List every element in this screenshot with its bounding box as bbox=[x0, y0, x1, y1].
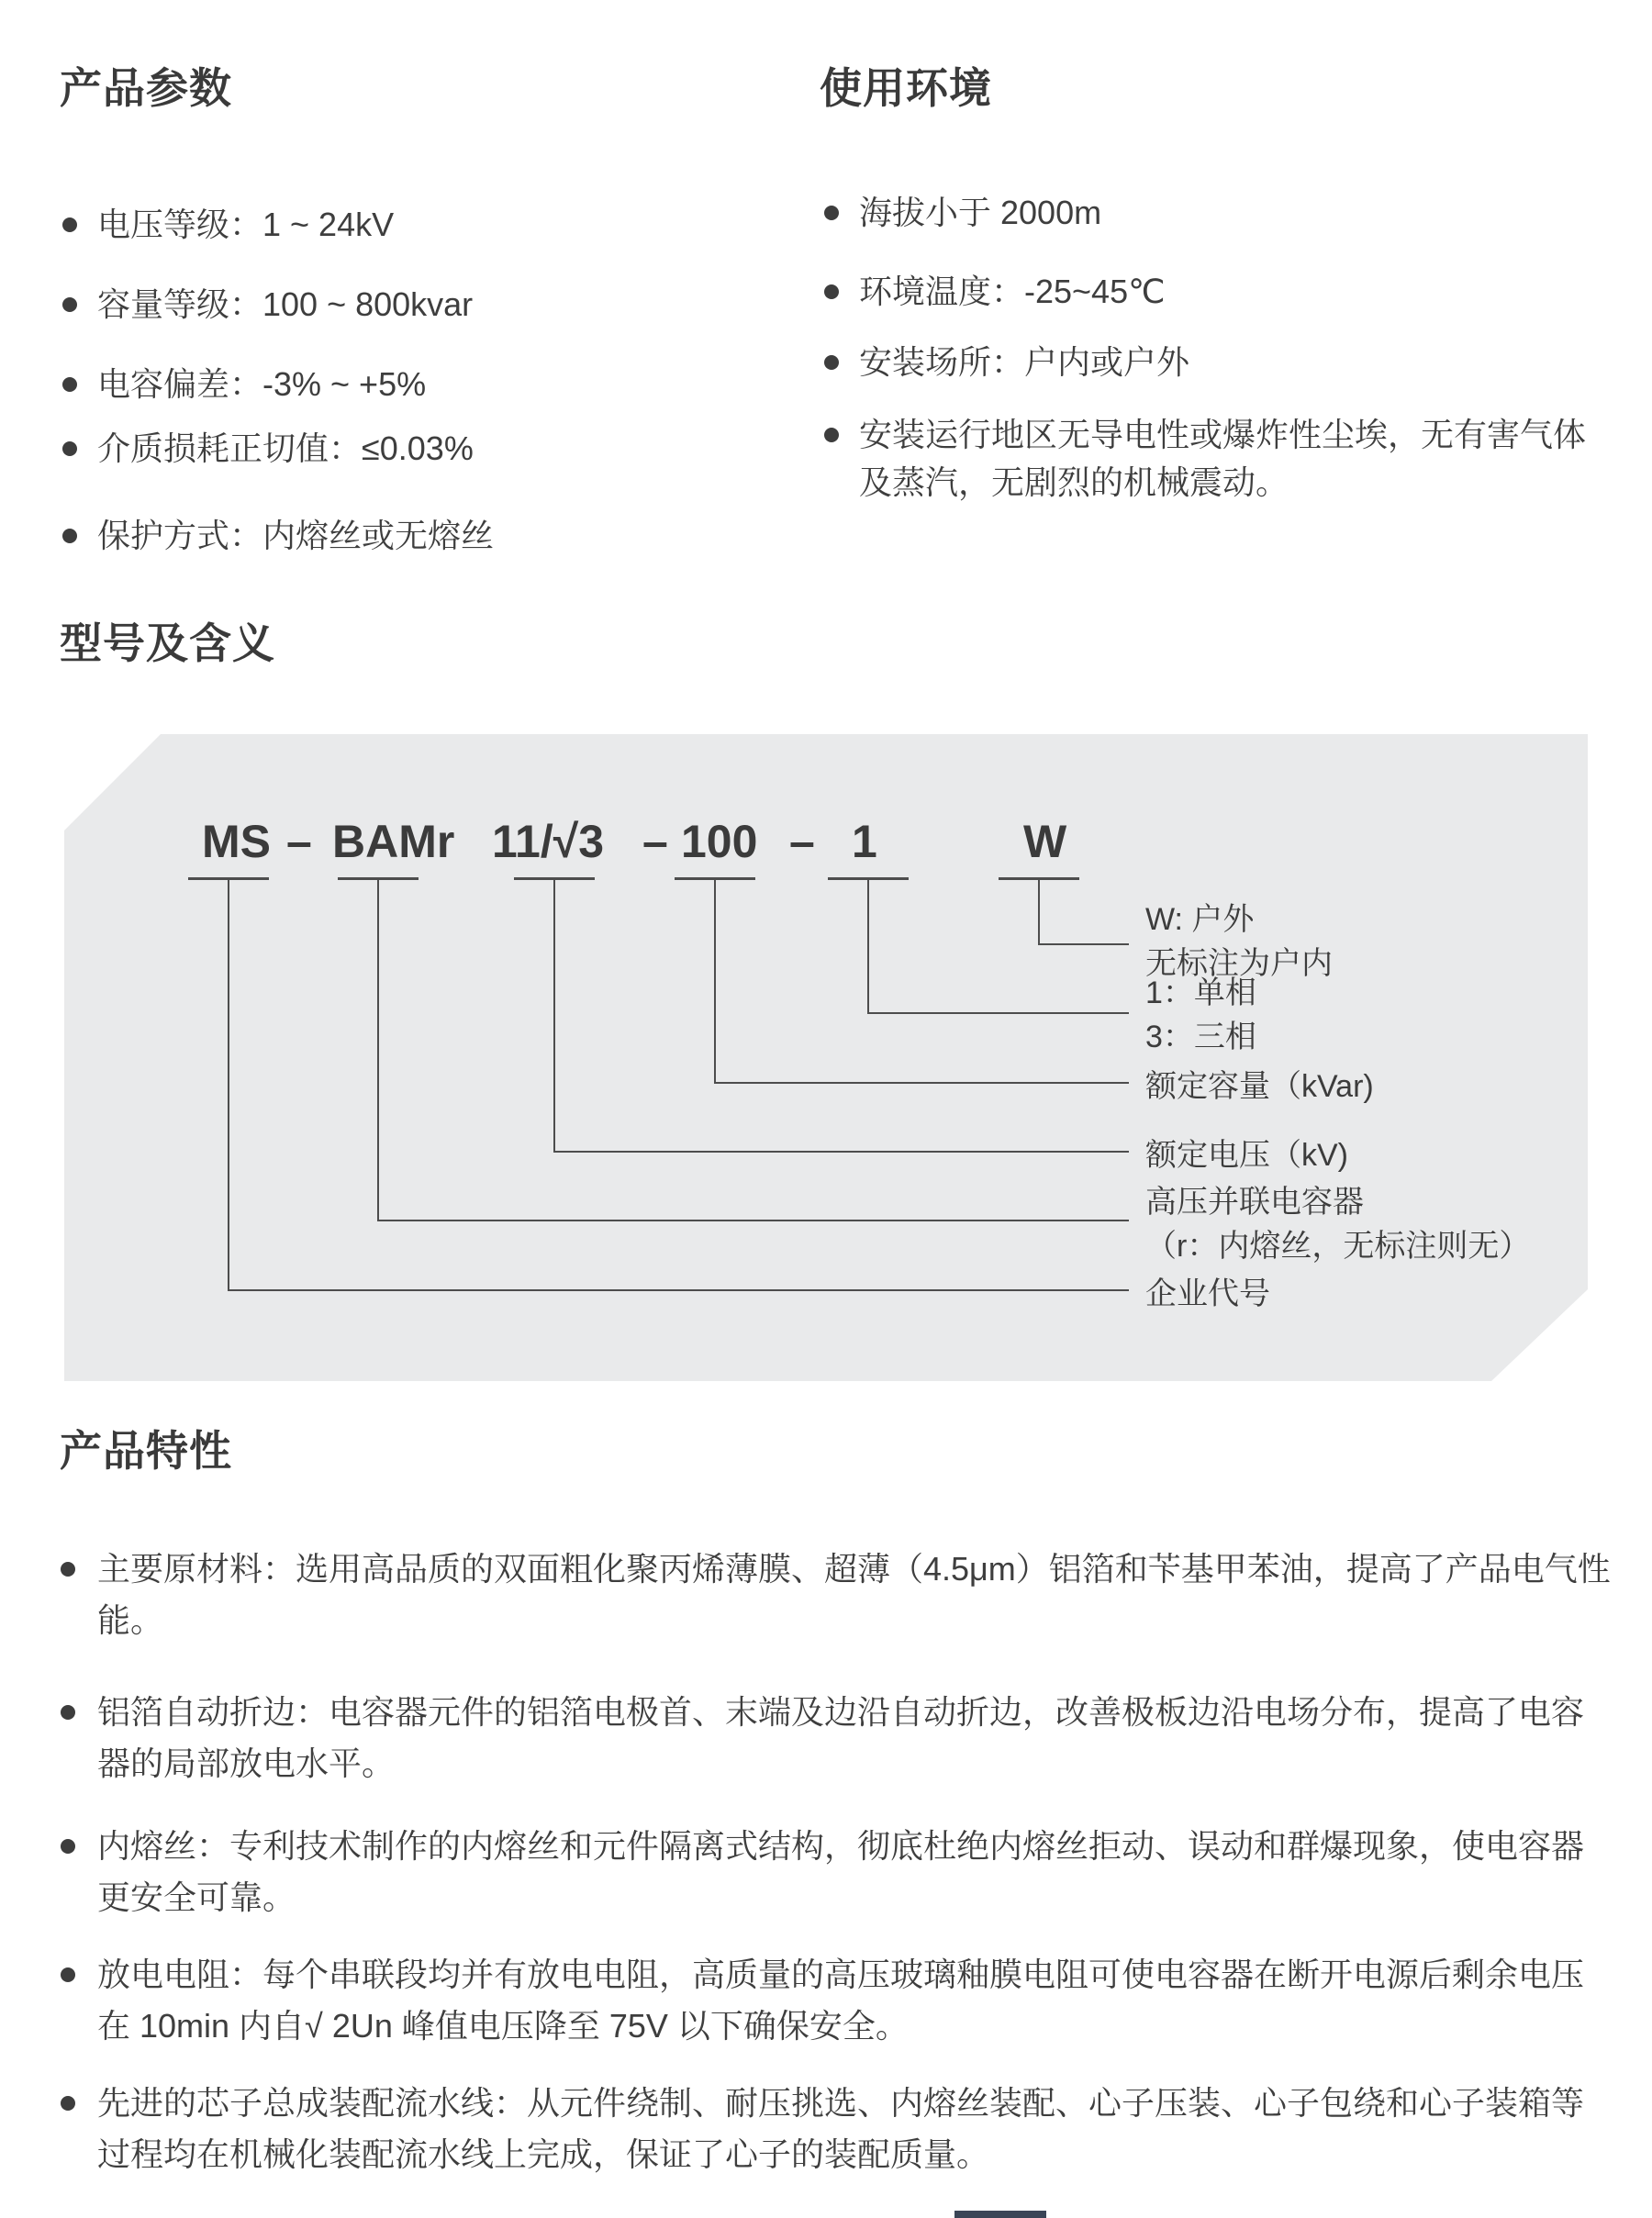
bullet-icon bbox=[62, 529, 77, 543]
connector-line bbox=[553, 1151, 1129, 1153]
env-item bbox=[824, 411, 1613, 507]
env-item bbox=[824, 272, 1166, 312]
model-segment-bamr: BAMr bbox=[332, 816, 455, 867]
env-text: 安装运行地区无导电性或爆炸性尘埃，无有害气体及蒸汽，无剧烈的机械震动。 bbox=[859, 416, 1587, 501]
model-segment-voltage: 11/√3 bbox=[492, 816, 604, 867]
env-text: 安装场所：户内或户外 bbox=[859, 343, 1190, 381]
bullet-icon bbox=[824, 428, 839, 442]
env-text: 环境温度：-25~45℃ bbox=[859, 273, 1166, 310]
bullet-icon bbox=[62, 217, 77, 232]
callout-phase bbox=[1145, 971, 1256, 1059]
bullet-icon bbox=[824, 206, 839, 220]
footer-marker bbox=[954, 2211, 1046, 2218]
model-dash: – bbox=[789, 816, 815, 867]
bullet-icon bbox=[61, 2096, 75, 2111]
model-segment-outdoor: W bbox=[1023, 816, 1067, 867]
feature-item bbox=[61, 1687, 1615, 1789]
feature-item bbox=[61, 1544, 1615, 1646]
connector-line bbox=[377, 1220, 1129, 1221]
connector-line bbox=[714, 880, 716, 1084]
env-item bbox=[824, 342, 1189, 383]
connector-line bbox=[867, 880, 869, 1014]
bullet-icon bbox=[61, 1562, 75, 1577]
callout-line: （r：内熔丝，无标注则无） bbox=[1145, 1229, 1531, 1264]
param-item bbox=[62, 364, 426, 405]
feature-item bbox=[61, 2078, 1615, 2180]
param-item bbox=[62, 429, 474, 469]
callout-line: 无标注为户内 bbox=[1145, 946, 1333, 981]
callout-line: W: 户外 bbox=[1145, 902, 1255, 937]
bullet-icon bbox=[61, 1967, 75, 1982]
callout-line: 3：三相 bbox=[1145, 1020, 1256, 1054]
param-item bbox=[62, 284, 473, 325]
callout-rated-capacity bbox=[1145, 1064, 1374, 1109]
bullet-icon bbox=[61, 1705, 75, 1720]
model-segment-ms: MS bbox=[202, 816, 271, 867]
feature-text: 铝箔自动折边：电容器元件的铝箔电极首、末端及边沿自动折边，改善极板边沿电场分布，提高了电容器的局部放电水平。 bbox=[97, 1693, 1585, 1782]
param-text: 容量等级：100 ~ 800kvar bbox=[97, 285, 474, 323]
callout-line: 额定电压（kV) bbox=[1145, 1138, 1348, 1173]
connector-line bbox=[867, 1012, 1129, 1014]
param-text: 电容偏差：-3% ~ +5% bbox=[97, 365, 427, 403]
param-text: 介质损耗正切值：≤0.03% bbox=[97, 429, 474, 467]
feature-item bbox=[61, 1949, 1615, 2052]
section-title-product-parameters: 产品参数 bbox=[60, 64, 232, 112]
feature-text: 放电电阻：每个串联段均并有放电电阻，高质量的高压玻璃釉膜电阻可使电容器在断开电源后剩余电压在 10min 内自√ 2Un 峰值电压降至 75V 以下确保安全。 bbox=[97, 1956, 1585, 2045]
section-title-model: 型号及含义 bbox=[60, 619, 275, 667]
bullet-icon bbox=[824, 284, 839, 299]
param-item bbox=[62, 205, 394, 245]
callout-line: 额定容量（kVar) bbox=[1145, 1069, 1374, 1104]
connector-line bbox=[228, 880, 229, 1291]
param-text: 电压等级：1 ~ 24kV bbox=[97, 206, 395, 243]
connector-line bbox=[228, 1289, 1129, 1291]
section-title-environment: 使用环境 bbox=[820, 64, 992, 112]
bullet-icon bbox=[62, 441, 77, 456]
model-segment-capacity: 100 bbox=[681, 816, 758, 867]
feature-text: 内熔丝：专利技术制作的内熔丝和元件隔离式结构，彻底杜绝内熔丝拒动、误动和群爆现象，使电容器更安全可靠。 bbox=[97, 1827, 1585, 1916]
bullet-icon bbox=[62, 297, 77, 312]
callout-line: 1：单相 bbox=[1145, 975, 1256, 1010]
env-text: 海拔小于 2000m bbox=[859, 194, 1102, 231]
feature-text: 主要原材料：选用高品质的双面粗化聚丙烯薄膜、超薄（4.5μm）铝箔和苄基甲苯油，提高了产品电气性能。 bbox=[97, 1550, 1611, 1639]
section-title-features: 产品特性 bbox=[60, 1427, 232, 1475]
callout-rated-voltage bbox=[1145, 1133, 1348, 1177]
model-dash: – bbox=[286, 816, 312, 867]
model-dash: – bbox=[642, 816, 668, 867]
feature-text: 先进的芯子总成装配流水线：从元件绕制、耐压挑选、内熔丝装配、心子压装、心子包绕和心子装箱等过程均在机械化装配流水线上完成，保证了心子的装配质量。 bbox=[97, 2084, 1585, 2173]
connector-line bbox=[1038, 880, 1040, 945]
param-text: 保护方式：内熔丝或无熔丝 bbox=[97, 517, 495, 554]
bullet-icon bbox=[824, 355, 839, 370]
callout-line: 企业代号 bbox=[1145, 1276, 1270, 1311]
env-item bbox=[824, 193, 1101, 233]
callout-capacitor-type bbox=[1145, 1180, 1530, 1268]
bullet-icon bbox=[61, 1839, 75, 1854]
param-item bbox=[62, 516, 494, 556]
model-segment-phase: 1 bbox=[852, 816, 877, 867]
connector-line bbox=[553, 880, 555, 1153]
callout-line: 高压并联电容器 bbox=[1145, 1185, 1364, 1220]
bullet-icon bbox=[62, 377, 77, 392]
callout-enterprise-code bbox=[1145, 1272, 1270, 1316]
connector-line bbox=[377, 880, 379, 1221]
connector-line bbox=[1038, 943, 1129, 945]
connector-line bbox=[714, 1082, 1129, 1084]
feature-item bbox=[61, 1821, 1615, 1923]
